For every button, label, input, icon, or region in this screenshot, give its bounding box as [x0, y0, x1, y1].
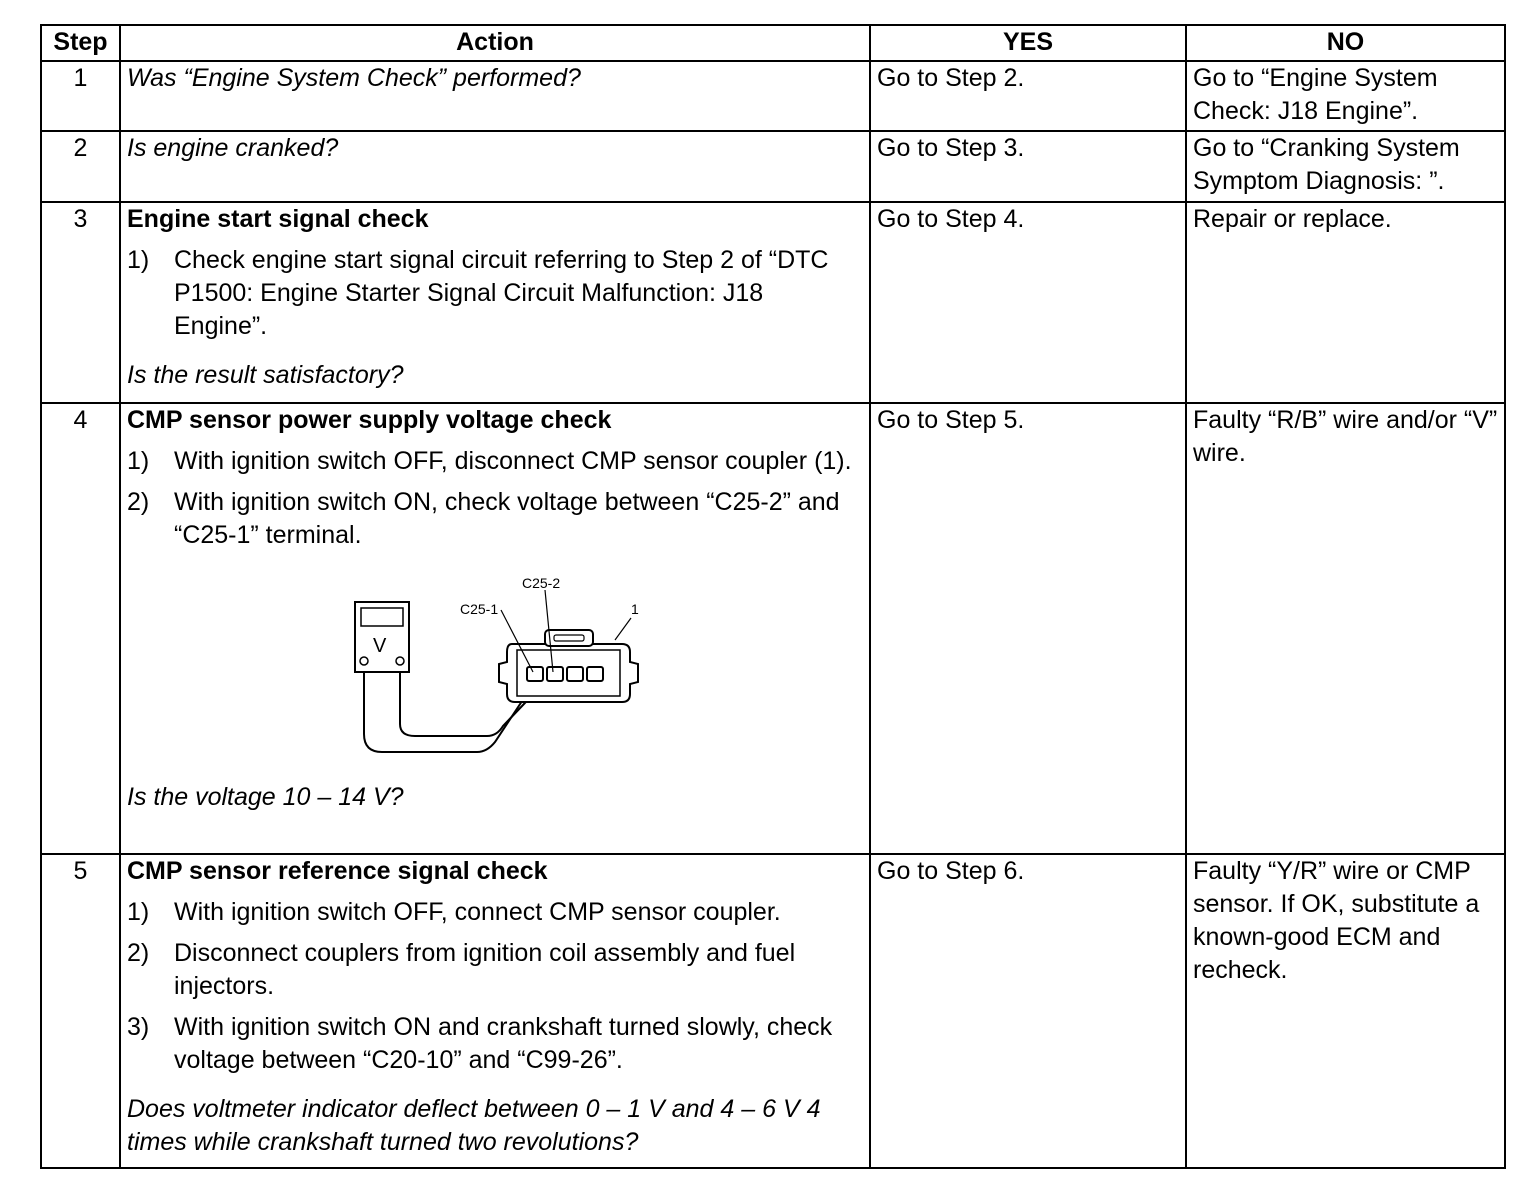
no-cell: Faulty “R/B” wire and/or “V” wire. [1186, 403, 1505, 854]
header-no: NO [1186, 25, 1505, 61]
cropped-heading [0, 0, 1536, 8]
diagnosis-table [40, 24, 1506, 1169]
voltmeter-connector-diagram [347, 574, 647, 764]
list-item [127, 244, 863, 343]
table-row [41, 202, 1505, 403]
table-header-row [41, 25, 1505, 61]
item-text: Check engine start signal circuit referring to Step 2 of “DTC P1500: Engine Starter Signal Circuit Malfunction: J18 Engine”. [174, 246, 829, 340]
item-number: 1) [127, 447, 150, 475]
table-row [41, 131, 1505, 202]
step-number: 1 [41, 61, 120, 131]
item-number: 2) [127, 488, 150, 516]
header-action: Action [120, 25, 870, 61]
header-step: Step [41, 25, 120, 61]
action-question: Is the voltage 10 – 14 V? [127, 783, 404, 811]
action-cell [120, 131, 870, 202]
label-c25-2: C25-2 [522, 575, 561, 591]
list-item [127, 445, 863, 478]
list-item [127, 1011, 863, 1077]
no-cell: Go to “Engine System Check: J18 Engine”. [1186, 61, 1505, 131]
meter-label: V [373, 635, 387, 657]
step-number: 2 [41, 131, 120, 202]
item-number: 2) [127, 939, 150, 967]
no-cell: Repair or replace. [1186, 202, 1505, 403]
label-coupler-1: 1 [631, 601, 639, 617]
action-question: Is the result satisfactory? [127, 361, 404, 389]
item-number: 1) [127, 246, 150, 274]
action-title: CMP sensor reference signal check [127, 857, 548, 885]
header-yes: YES [870, 25, 1186, 61]
list-item [127, 486, 863, 552]
action-question: Is engine cranked? [127, 134, 339, 162]
voltmeter-icon [355, 602, 409, 672]
step-number: 5 [41, 854, 120, 1168]
action-question: Does voltmeter indicator deflect between 0 – 1 V and 4 – 6 V 4 times while crankshaft turned two revolutions? [127, 1095, 821, 1156]
action-title: CMP sensor power supply voltage check [127, 406, 612, 434]
item-text: With ignition switch OFF, connect CMP sensor coupler. [174, 898, 781, 926]
no-cell: Go to “Cranking System Symptom Diagnosis: ”. [1186, 131, 1505, 202]
list-item [127, 896, 863, 929]
yes-cell: Go to Step 6. [870, 854, 1186, 1168]
item-number: 3) [127, 1013, 150, 1041]
step-number: 3 [41, 202, 120, 403]
item-text: With ignition switch OFF, disconnect CMP sensor coupler (1). [174, 447, 852, 475]
action-steps [127, 445, 863, 552]
action-question: Was “Engine System Check” performed? [127, 64, 581, 92]
action-cell [120, 403, 870, 854]
action-steps [127, 244, 863, 343]
yes-cell: Go to Step 3. [870, 131, 1186, 202]
action-cell [120, 202, 870, 403]
action-steps [127, 896, 863, 1077]
action-cell [120, 854, 870, 1168]
action-title: Engine start signal check [127, 205, 429, 233]
action-cell [120, 61, 870, 131]
no-cell: Faulty “Y/R” wire or CMP sensor. If OK, substitute a known-good ECM and recheck. [1186, 854, 1505, 1168]
table-row [41, 61, 1505, 131]
yes-cell: Go to Step 4. [870, 202, 1186, 403]
step-number: 4 [41, 403, 120, 854]
list-item [127, 937, 863, 1003]
yes-cell: Go to Step 2. [870, 61, 1186, 131]
yes-cell: Go to Step 5. [870, 403, 1186, 854]
label-c25-1: C25-1 [460, 601, 499, 617]
table-row [41, 403, 1505, 854]
cmp-sensor-coupler-icon [499, 630, 638, 702]
item-text: With ignition switch ON, check voltage between “C25-2” and “C25-1” terminal. [174, 488, 840, 549]
item-text: With ignition switch ON and crankshaft turned slowly, check voltage between “C20-10” and “C99-26”. [174, 1013, 833, 1074]
item-text: Disconnect couplers from ignition coil assembly and fuel injectors. [174, 939, 796, 1000]
table-row [41, 854, 1505, 1168]
item-number: 1) [127, 898, 150, 926]
